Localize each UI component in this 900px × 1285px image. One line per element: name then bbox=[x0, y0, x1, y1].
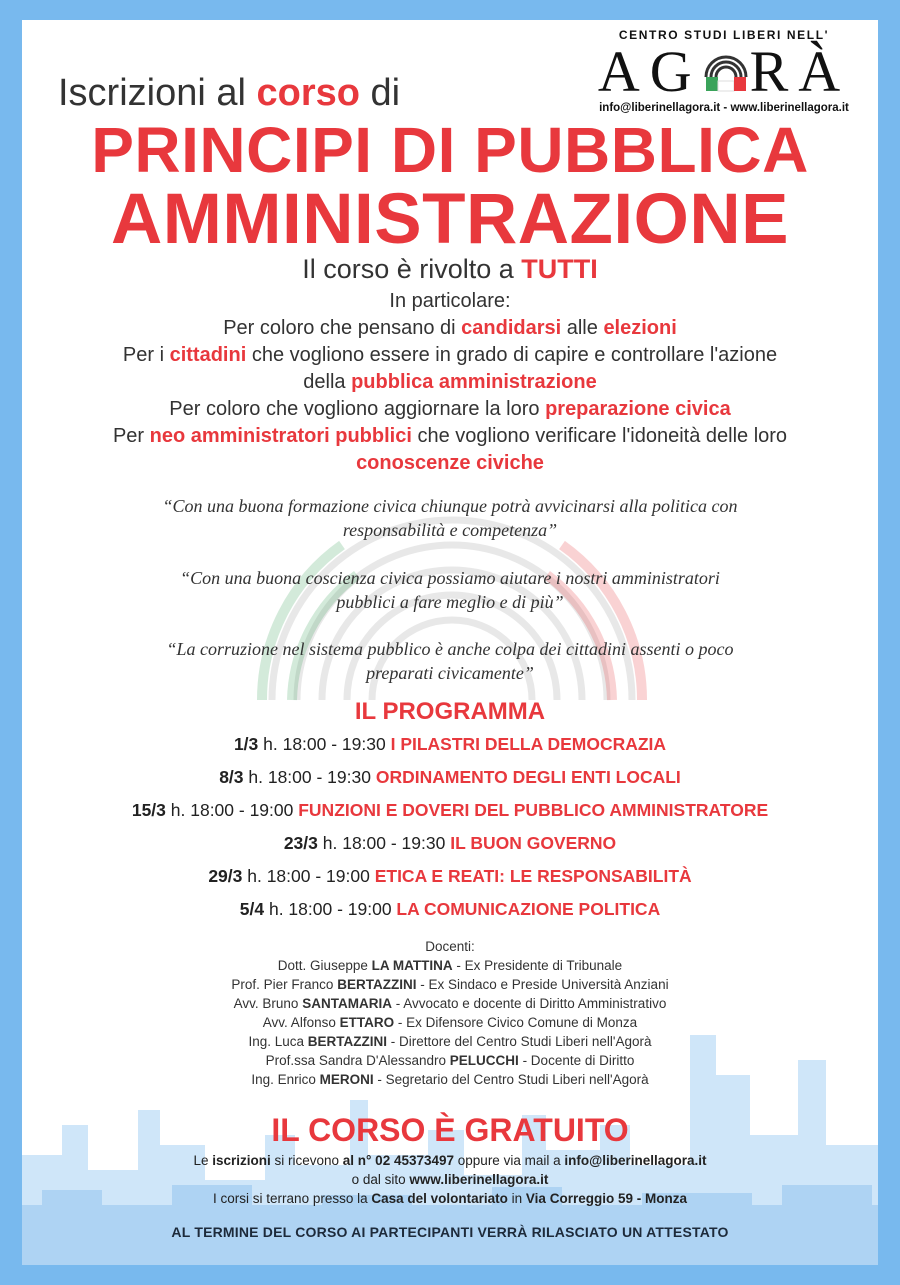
teacher-surname: ETTARO bbox=[339, 1015, 395, 1030]
teacher-name: Dott. Giuseppe bbox=[277, 958, 372, 973]
teacher-role: - Ex Sindaco e Preside Università Anziani bbox=[416, 977, 669, 992]
audience-line4 bbox=[22, 396, 878, 423]
audience-line6-h: conoscenze civiche bbox=[356, 452, 544, 474]
title-line2: AMMINISTRAZIONE bbox=[110, 180, 789, 259]
teacher-name: Prof.ssa Sandra D'Alessandro bbox=[265, 1053, 450, 1068]
website-info bbox=[22, 1170, 878, 1189]
teacher-row bbox=[22, 1033, 878, 1052]
registration-text: iscrizioni bbox=[212, 1153, 271, 1168]
teacher-row bbox=[22, 1052, 878, 1071]
teacher-role: - Docente di Diritto bbox=[518, 1053, 635, 1068]
program-date: 5/4 bbox=[239, 899, 265, 919]
program-hours: h. 18:00 - 19:00 bbox=[165, 800, 299, 820]
teacher-name: Prof. Pier Franco bbox=[231, 977, 338, 992]
quote2-line2: pubblici a fare meglio e di più” bbox=[336, 592, 564, 612]
audience-line3-pre: della bbox=[303, 371, 352, 393]
registration-text: Le bbox=[193, 1153, 213, 1168]
teachers-title: Docenti: bbox=[425, 939, 475, 954]
program-item bbox=[22, 833, 878, 854]
teacher-role: - Segretario del Centro Studi Liberi nell'Agorà bbox=[373, 1072, 649, 1087]
teacher-row bbox=[22, 957, 878, 976]
program-item bbox=[22, 800, 878, 821]
logo-top-text: CENTRO STUDI LIBERI NELL' bbox=[618, 28, 830, 42]
free-course-title: IL CORSO È GRATUITO bbox=[271, 1112, 629, 1148]
quote2-line1: “Con una buona coscienza civica possiamo aiutare i nostri amministratori bbox=[180, 568, 720, 588]
header-line1-post: di bbox=[359, 72, 401, 114]
audience-line2 bbox=[22, 342, 878, 369]
header-line1-pre: Iscrizioni al bbox=[58, 72, 257, 114]
audience-line1-pre: Per coloro che pensano di bbox=[223, 317, 462, 339]
program-date: 8/3 bbox=[219, 767, 244, 787]
program-item bbox=[22, 899, 878, 920]
teacher-name: Ing. Luca bbox=[248, 1034, 308, 1049]
program-topic: ETICA E REATI: LE RESPONSABILITÀ bbox=[374, 866, 692, 886]
audience-line1-h2: elezioni bbox=[603, 317, 677, 339]
audience-line2-h: cittadini bbox=[169, 344, 247, 366]
venue-name: Casa del volontariato bbox=[371, 1191, 508, 1206]
email-link[interactable]: info@liberinellagora.it bbox=[564, 1153, 707, 1168]
program-item bbox=[22, 866, 878, 887]
program-hours: h. 18:00 - 19:30 bbox=[258, 734, 391, 754]
program-hours: h. 18:00 - 19:00 bbox=[264, 899, 397, 919]
audience-line5-h: neo amministratori pubblici bbox=[149, 425, 412, 447]
audience-line5 bbox=[22, 423, 878, 450]
audience-line3-h: pubblica amministrazione bbox=[351, 371, 597, 393]
venue-info bbox=[22, 1189, 878, 1208]
poster bbox=[22, 20, 878, 1265]
teacher-name: Ing. Enrico bbox=[251, 1072, 320, 1087]
audience-line1-h1: candidarsi bbox=[461, 317, 562, 339]
audience-line3 bbox=[22, 369, 878, 396]
program-item bbox=[22, 734, 878, 755]
audience-intro: In particolare: bbox=[389, 290, 511, 312]
teacher-surname: BERTAZZINI bbox=[307, 1034, 388, 1049]
program-date: 29/3 bbox=[208, 866, 243, 886]
website-text: o dal sito bbox=[351, 1172, 410, 1187]
phone-number: al n° 02 45373497 bbox=[342, 1153, 455, 1168]
venue-address: Via Correggio 59 - Monza bbox=[525, 1191, 687, 1206]
audience-line1-mid: alle bbox=[561, 317, 604, 339]
program-topic: LA COMUNICAZIONE POLITICA bbox=[396, 899, 661, 919]
teacher-surname: BERTAZZINI bbox=[337, 977, 417, 992]
program-topic: ORDINAMENTO DEGLI ENTI LOCALI bbox=[375, 767, 681, 787]
title-line1: PRINCIPI DI PUBBLICA bbox=[91, 114, 809, 186]
teacher-name: Avv. Bruno bbox=[233, 996, 303, 1011]
teacher-surname: MERONI bbox=[319, 1072, 374, 1087]
teacher-row bbox=[22, 976, 878, 995]
audience-line2-pre: Per i bbox=[122, 344, 170, 366]
header-line1-highlight: corso bbox=[256, 72, 360, 114]
certificate-note: AL TERMINE DEL CORSO AI PARTECIPANTI VERRÀ RILASCIATO UN ATTESTATO bbox=[171, 1224, 729, 1240]
quote1-line1: “Con una buona formazione civica chiunque potrà avvicinarsi alla politica con bbox=[162, 496, 738, 516]
audience-line5-pre: Per bbox=[112, 425, 150, 447]
audience-title-pre: Il corso è rivolto a bbox=[302, 254, 522, 284]
audience-title bbox=[22, 254, 878, 285]
teacher-role: - Ex Difensore Civico Comune di Monza bbox=[394, 1015, 638, 1030]
audience-line5-post: che vogliono verificare l'idoneità delle loro bbox=[411, 425, 788, 447]
logo-letters-left: AG bbox=[597, 39, 702, 104]
audience-line1 bbox=[22, 315, 878, 342]
logo-contact: info@liberinellagora.it - www.liberinellagora.it bbox=[599, 102, 849, 114]
program-topic: FUNZIONI E DOVERI DEL PUBBLICO AMMINISTRATORE bbox=[298, 800, 769, 820]
teacher-row bbox=[22, 1071, 878, 1090]
logo-letters-right: RÀ bbox=[749, 39, 851, 104]
teacher-surname: SANTAMARIA bbox=[302, 996, 392, 1011]
venue-text: I corsi si terrano presso la bbox=[213, 1191, 372, 1206]
registration-text: si ricevono bbox=[270, 1153, 343, 1168]
teacher-row bbox=[22, 995, 878, 1014]
quote3-line1: “La corruzione nel sistema pubblico è anche colpa dei cittadini assenti o poco bbox=[166, 639, 734, 659]
program-hours: h. 18:00 - 19:30 bbox=[243, 767, 376, 787]
program-hours: h. 18:00 - 19:30 bbox=[317, 833, 451, 853]
logo-wordmark bbox=[584, 39, 864, 104]
program-date: 1/3 bbox=[233, 734, 259, 754]
program-topic: IL BUON GOVERNO bbox=[450, 833, 617, 853]
registration-info bbox=[22, 1151, 878, 1170]
audience-line6 bbox=[22, 450, 878, 477]
venue-text: in bbox=[507, 1191, 526, 1206]
teacher-role: - Direttore del Centro Studi Liberi nell'Agorà bbox=[387, 1034, 652, 1049]
teacher-role: - Ex Presidente di Tribunale bbox=[452, 958, 623, 973]
audience-line4-pre: Per coloro che vogliono aggiornare la loro bbox=[169, 398, 546, 420]
header-line1 bbox=[58, 72, 578, 115]
quote1-line2: responsabilità e competenza” bbox=[342, 520, 558, 540]
program-item bbox=[22, 767, 878, 788]
teacher-role: - Avvocato e docente di Diritto Amministrativo bbox=[391, 996, 667, 1011]
logo-disc-icon bbox=[702, 47, 750, 95]
audience-line2-post: che vogliono essere in grado di capire e controllare l'azione bbox=[246, 344, 778, 366]
teacher-row bbox=[22, 1014, 878, 1033]
teacher-name: Avv. Alfonso bbox=[262, 1015, 340, 1030]
teacher-surname: PELUCCHI bbox=[449, 1053, 519, 1068]
website-link[interactable]: www.liberinellagora.it bbox=[409, 1172, 549, 1187]
teacher-surname: LA MATTINA bbox=[371, 958, 453, 973]
program-date: 15/3 bbox=[131, 800, 166, 820]
logo bbox=[584, 26, 864, 114]
quote3-line2: preparati civicamente” bbox=[366, 663, 534, 683]
program-hours: h. 18:00 - 19:00 bbox=[242, 866, 375, 886]
audience-line4-h: preparazione civica bbox=[545, 398, 731, 420]
program-topic: I PILASTRI DELLA DEMOCRAZIA bbox=[390, 734, 667, 754]
program-title: IL PROGRAMMA bbox=[354, 698, 546, 725]
program-date: 23/3 bbox=[283, 833, 318, 853]
audience-title-highlight: TUTTI bbox=[521, 254, 598, 284]
registration-text: oppure via mail a bbox=[454, 1153, 565, 1168]
